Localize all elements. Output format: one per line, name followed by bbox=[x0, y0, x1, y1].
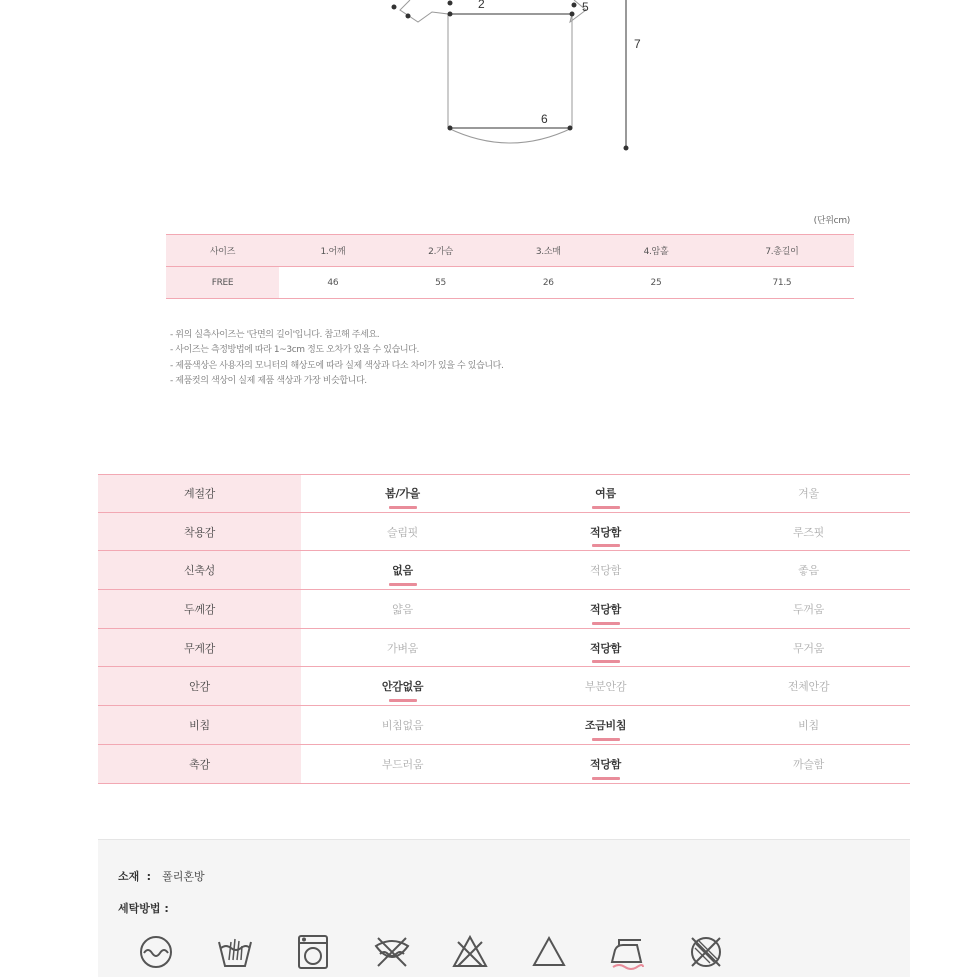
note-item: - 제품컷의 색상이 실제 제품 색상과 가장 비슷합니다. bbox=[170, 376, 367, 387]
fit-chart bbox=[98, 474, 910, 784]
fit-option: 까슬함 bbox=[793, 757, 824, 771]
gentle-wash-icon bbox=[136, 932, 176, 972]
fit-row bbox=[98, 745, 910, 784]
no-tumble-dry-icon bbox=[372, 932, 412, 972]
care-info bbox=[98, 839, 910, 977]
iron-icon bbox=[607, 932, 647, 972]
fit-option-selected: 없음 bbox=[301, 551, 504, 589]
fit-option-selected: 적당함 bbox=[504, 513, 707, 551]
armhole-value: 25 bbox=[650, 277, 662, 288]
material-line bbox=[118, 868, 205, 884]
chest-label: 2 bbox=[478, 0, 485, 11]
header-shoulder: 1.어깨 bbox=[320, 247, 346, 257]
fit-option: 적당함 bbox=[590, 564, 621, 578]
header-chest: 2.가슴 bbox=[428, 247, 453, 257]
fit-option: 비침 bbox=[798, 718, 819, 732]
chest-value: 55 bbox=[435, 277, 446, 288]
fit-option: 겨울 bbox=[798, 487, 819, 501]
fit-row-label: 두께감 bbox=[98, 590, 301, 628]
fit-option: 전체안감 bbox=[787, 680, 830, 694]
fit-row-label: 촉감 bbox=[98, 745, 301, 783]
unit-label: (단위cm) bbox=[813, 216, 850, 226]
size-table-header bbox=[166, 235, 854, 267]
fit-row bbox=[98, 474, 910, 513]
material-label: 소재 bbox=[118, 870, 140, 883]
bleach-icon bbox=[529, 932, 569, 972]
header-length: 7.총길이 bbox=[765, 247, 799, 257]
fit-row bbox=[98, 667, 910, 706]
material-colon: : bbox=[142, 870, 159, 883]
fit-option: 비침없음 bbox=[381, 718, 424, 732]
sleeve-label: 5 bbox=[582, 0, 589, 14]
fit-option-selected: 여름 bbox=[504, 475, 707, 512]
fit-row-label: 착용감 bbox=[98, 513, 301, 551]
hem-label: 6 bbox=[541, 112, 548, 126]
fit-option: 무거움 bbox=[793, 641, 824, 655]
fit-row bbox=[98, 513, 910, 552]
note-item: - 사이즈는 측정방법에 따라 1~3cm 정도 오차가 있을 수 있습니다. bbox=[170, 345, 419, 356]
fit-option-selected: 적당함 bbox=[504, 629, 707, 667]
size-cell: FREE bbox=[166, 267, 279, 299]
garment-diagram bbox=[0, 0, 977, 170]
wash-label: 세탁방법 : bbox=[118, 902, 169, 915]
fit-row-label: 신축성 bbox=[98, 551, 301, 589]
sleeve-value: 26 bbox=[542, 277, 554, 288]
length-label: 7 bbox=[634, 37, 641, 51]
fit-row bbox=[98, 590, 910, 629]
fit-option-selected: 안감없음 bbox=[301, 667, 504, 705]
length-value: 71.5 bbox=[772, 277, 792, 288]
fit-option: 부분안감 bbox=[584, 680, 627, 694]
care-icons bbox=[136, 932, 764, 972]
washing-machine-icon bbox=[293, 932, 333, 972]
fit-option: 좋음 bbox=[798, 564, 819, 578]
fit-row-label: 비침 bbox=[98, 706, 301, 744]
fit-option-selected: 적당함 bbox=[504, 590, 707, 628]
fit-option-selected: 적당함 bbox=[504, 745, 707, 783]
fit-row-label: 안감 bbox=[98, 667, 301, 705]
fit-row bbox=[98, 629, 910, 668]
no-dry-clean-icon bbox=[686, 932, 726, 972]
material-value: 폴리혼방 bbox=[162, 870, 205, 883]
fit-row-label: 계절감 bbox=[98, 475, 301, 512]
no-bleach-icon bbox=[450, 932, 490, 972]
table-row bbox=[166, 267, 854, 299]
fit-row-label: 무게감 bbox=[98, 629, 301, 667]
fit-option: 루즈핏 bbox=[793, 525, 824, 539]
fit-option-selected: 조금비침 bbox=[504, 706, 707, 744]
fit-option-selected: 봄/가을 bbox=[301, 475, 504, 512]
fit-option: 슬림핏 bbox=[387, 525, 418, 539]
note-item: - 제품색상은 사용자의 모니터의 해상도에 따라 실제 색상과 다소 차이가 있을 수 있습니다. bbox=[170, 360, 504, 371]
fit-option: 가벼움 bbox=[387, 641, 418, 655]
header-size: 사이즈 bbox=[209, 247, 236, 257]
size-notes bbox=[170, 328, 503, 390]
fit-option: 얇음 bbox=[392, 602, 413, 616]
fit-option: 두꺼움 bbox=[793, 602, 824, 616]
hand-wash-icon bbox=[215, 932, 255, 972]
fit-option: 부드러움 bbox=[381, 757, 424, 771]
header-sleeve: 3.소매 bbox=[535, 247, 561, 257]
fit-row bbox=[98, 551, 910, 590]
size-table bbox=[166, 234, 854, 299]
fit-row bbox=[98, 706, 910, 745]
shoulder-value: 46 bbox=[327, 277, 339, 288]
note-item: - 위의 실측사이즈는 '단면의 길이'입니다. 참고해 주세요. bbox=[170, 330, 380, 340]
header-armhole: 4.암홀 bbox=[643, 247, 669, 257]
